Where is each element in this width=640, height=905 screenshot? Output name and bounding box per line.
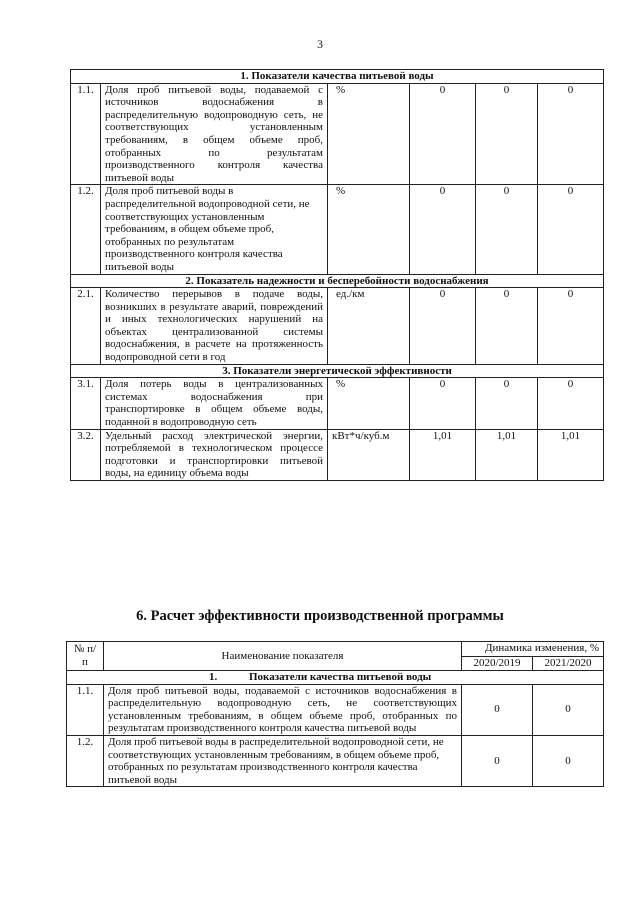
row-value: 0 (462, 684, 533, 735)
row-value: 0 (476, 288, 538, 365)
row-value: 1,01 (410, 429, 476, 480)
row-value: 0 (462, 735, 533, 786)
section-header-row (71, 274, 604, 288)
column-header-number: № п/п (67, 642, 104, 671)
section-title: 2. Показатель надежности и бесперебойности водоснабжения (71, 274, 604, 288)
row-number: 1.2. (71, 185, 101, 274)
row-unit: % (328, 378, 410, 429)
row-value: 0 (476, 378, 538, 429)
section-header-row (67, 671, 604, 685)
table-row (67, 684, 604, 735)
section-header-row (71, 364, 604, 378)
section-header-row (71, 70, 604, 84)
column-header-dynamics: Динамика изменения, % (462, 642, 604, 657)
section-title-cell (67, 671, 604, 685)
section-title: 3. Показатели энергетической эффективности (71, 364, 604, 378)
section-title-wrap (209, 671, 431, 684)
section-heading: 6. Расчет эффективности производственной программы (136, 608, 504, 624)
row-value: 1,01 (538, 429, 604, 480)
row-description: Доля потерь воды в централизованных системах водоснабжения при транспортировке в общем объеме воды, поданной в водопроводную сеть (101, 378, 328, 429)
row-description: Доля проб питьевой воды в распределительной водопроводной сети, не соответствующих установленным требованиям, в общем объеме проб, отобранных по результатам производственного контроля качества питьевой воды (104, 735, 462, 786)
row-value: 0 (533, 684, 604, 735)
section-title: 1. Показатели качества питьевой воды (71, 70, 604, 84)
row-value: 0 (476, 83, 538, 185)
row-number: 3.2. (71, 429, 101, 480)
row-number: 1.1. (71, 83, 101, 185)
row-value: 0 (410, 185, 476, 274)
table-row (71, 288, 604, 365)
table-row (71, 185, 604, 274)
row-value: 0 (538, 83, 604, 185)
row-number: 3.1. (71, 378, 101, 429)
table-row (67, 735, 604, 786)
column-header-period: 2021/2020 (533, 656, 604, 671)
row-number: 2.1. (71, 288, 101, 365)
indicators-table (70, 69, 604, 481)
row-unit: кВт*ч/куб.м (328, 429, 410, 480)
row-description: Доля проб питьевой воды, подаваемой с источников водоснабжения в распределительную водопроводную сеть, не соответствующих установленным требованиям, в общем объеме проб, отобранных по результатам производственного контроля качества питьевой воды (101, 83, 328, 185)
row-value: 0 (410, 288, 476, 365)
row-unit: % (328, 83, 410, 185)
row-value: 0 (476, 185, 538, 274)
table-row (71, 378, 604, 429)
row-value: 0 (410, 83, 476, 185)
page-number: 3 (317, 37, 323, 51)
row-number: 1.1. (67, 684, 104, 735)
table-row (71, 83, 604, 185)
column-header-period: 2020/2019 (462, 656, 533, 671)
row-value: 0 (538, 288, 604, 365)
row-value: 0 (410, 378, 476, 429)
row-description: Доля проб питьевой воды в распределительной водопроводной сети, не соответствующих установленным требованиям, в общем объеме проб, отобранных по результатам производственного контроля качества питьевой воды (101, 185, 328, 274)
row-value: 0 (533, 735, 604, 786)
row-description: Доля проб питьевой воды, подаваемой с источников водоснабжения в распределительную водопроводную сеть, не соответствующих установленным требованиям, в общем объеме проб, отобранных по результатам производственного контроля качества питьевой воды (104, 684, 462, 735)
row-unit: % (328, 185, 410, 274)
efficiency-table (66, 641, 604, 787)
row-unit: ед./км (328, 288, 410, 365)
section-title: Показатели качества питьевой воды (249, 671, 432, 683)
table-row (71, 429, 604, 480)
column-header-name: Наименование показателя (104, 642, 462, 671)
row-value: 1,01 (476, 429, 538, 480)
table-header-row (67, 642, 604, 657)
section-number: 1. (209, 671, 218, 683)
row-description: Удельный расход электрической энергии, потребляемой в технологическом процессе подготовки и транспортировки питьевой воды, на единицу объема воды (101, 429, 328, 480)
row-value: 0 (538, 185, 604, 274)
row-description: Количество перерывов в подаче воды, возникших в результате аварий, повреждений и иных технологических нарушений на объектах централизованной системы водоснабжения, в расчете на протяженность водопроводной сети в год (101, 288, 328, 365)
row-number: 1.2. (67, 735, 104, 786)
row-value: 0 (538, 378, 604, 429)
